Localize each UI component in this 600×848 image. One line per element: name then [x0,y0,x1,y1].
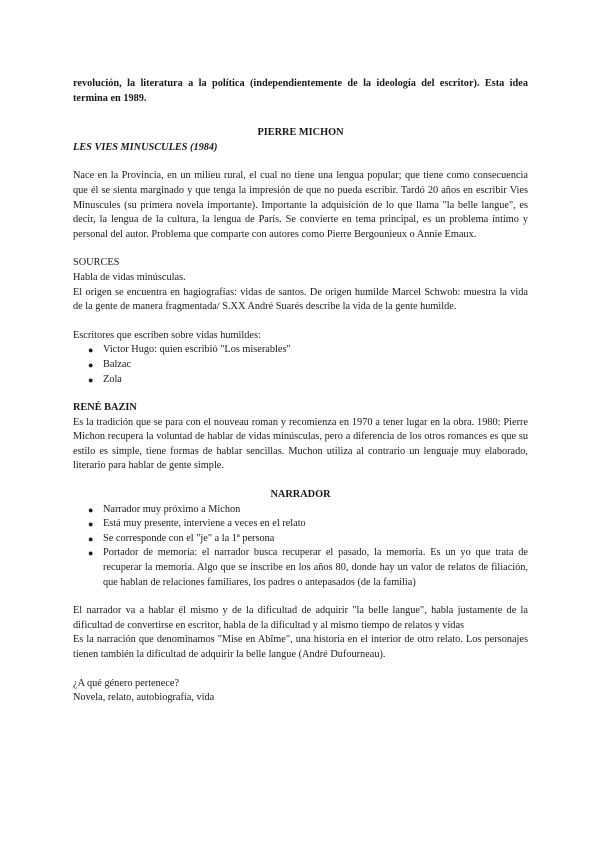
author-title: PIERRE MICHON [257,127,344,139]
list-item: ● Narrador muy próximo a Michon [73,503,528,518]
narrador-heading: NARRADOR [270,489,331,501]
bullet-icon: ● [88,359,94,370]
bullet-icon: ● [88,519,94,530]
bullet-icon: ● [88,548,94,559]
writers-list [73,343,528,387]
sources-heading: SOURCES [73,257,120,269]
intro-paragraph: revolución, la literatura a la política (independientemente de la ideología del escritor). Esta idea termina en 1989. [73,78,528,104]
bullet-icon: ● [88,533,94,544]
list-item: ● Se corresponde con el "je" a la 1ª persona [73,532,528,547]
rene-bazin-paragraph: Es la tradición que se para con el nouveau roman y recomienza en 1970 a tener lugar en la obra. 1980: Pierre Michon recupera la voluntad de hablar de vidas minúsculas, pero a diferencia de los otros romances es que su estilo es simple, tiene formas de hablar sencillas. Muchon utiliza al contrario un lenguaje muy elaborado, literario para hablar de gente simple. [73,416,528,472]
writers-intro: Escritores que escriben sobre vidas humildes: [73,329,261,341]
list-item: ● Portador de memoria: el narrador busca recuperar el pasado, la memoria. Es un yo que trata de recuperar la memoria. Algo que se inscribe en los años 80, donde hay un valor de relatos de filiación, que hablan de relaciones familiares, los padres o antepasados (de la familia) [88,547,528,588]
bullet-icon: ● [88,374,94,385]
narrador-list [73,503,528,591]
bullet-icon: ● [88,504,94,515]
genre-question: ¿A qué género pertenece? [73,677,180,689]
author-paragraph: Nace en la Provincia, en un milieu rural, el cual no tiene una lengua popular; que tiene como consecuencia que él se sienta marginado y que tenga la impresión de que no pueda escribir. Tardó 20 años en escribir Vies Minuscules (su primera novela importante). Importante la adquisición de lo que llama "la belle langue", es decir, la lengua de la cultura, la lengua de París. Se convierte en tema principal, es un problema íntimo y personal del autor. Problema que comparte con autores como Pierre Bergounieux o Annie Emaux. [73,170,528,240]
list-item: ● Zola [73,373,528,388]
work-title: LES VIES MINUSCULES (1984) [73,141,218,153]
narrador-paragraph-2: Es la narración que denominamos "Mise en Abîme", una historia en el interior de otro relato. Los personajes tienen también la dificultad de adquirir la belle langue (André Dufourneau). [73,634,528,660]
narrador-paragraph-1: El narrador va a hablar él mismo y de la dificultad de adquirir "la belle langue", habla justamente de la dificultad de convertirse en escritor, habla de la dificultad y al mismo tiempo de relatos y vidas [73,605,528,631]
rene-bazin-heading: RENÉ BAZIN [73,402,137,414]
bullet-icon: ● [88,345,94,356]
sources-line-1: Habla de vidas minúsculas. [73,271,186,283]
document-page [73,77,528,706]
list-item: ● Victor Hugo: quien escribió "Los miserables" [73,343,528,358]
sources-line-2: El origen se encuentra en hagiografías: vidas de santos. De origen humilde Marcel Schwob: muestra la vida de la gente de manera fragmentada/ S.XX André Suarés describe la vida de la gente humilde. [73,286,528,313]
genre-answer: Novela, relato, autobiografía, vida [73,692,215,704]
list-item: ● Está muy presente, interviene a veces en el relato [73,517,528,532]
list-item: ● Balzac [73,358,528,373]
